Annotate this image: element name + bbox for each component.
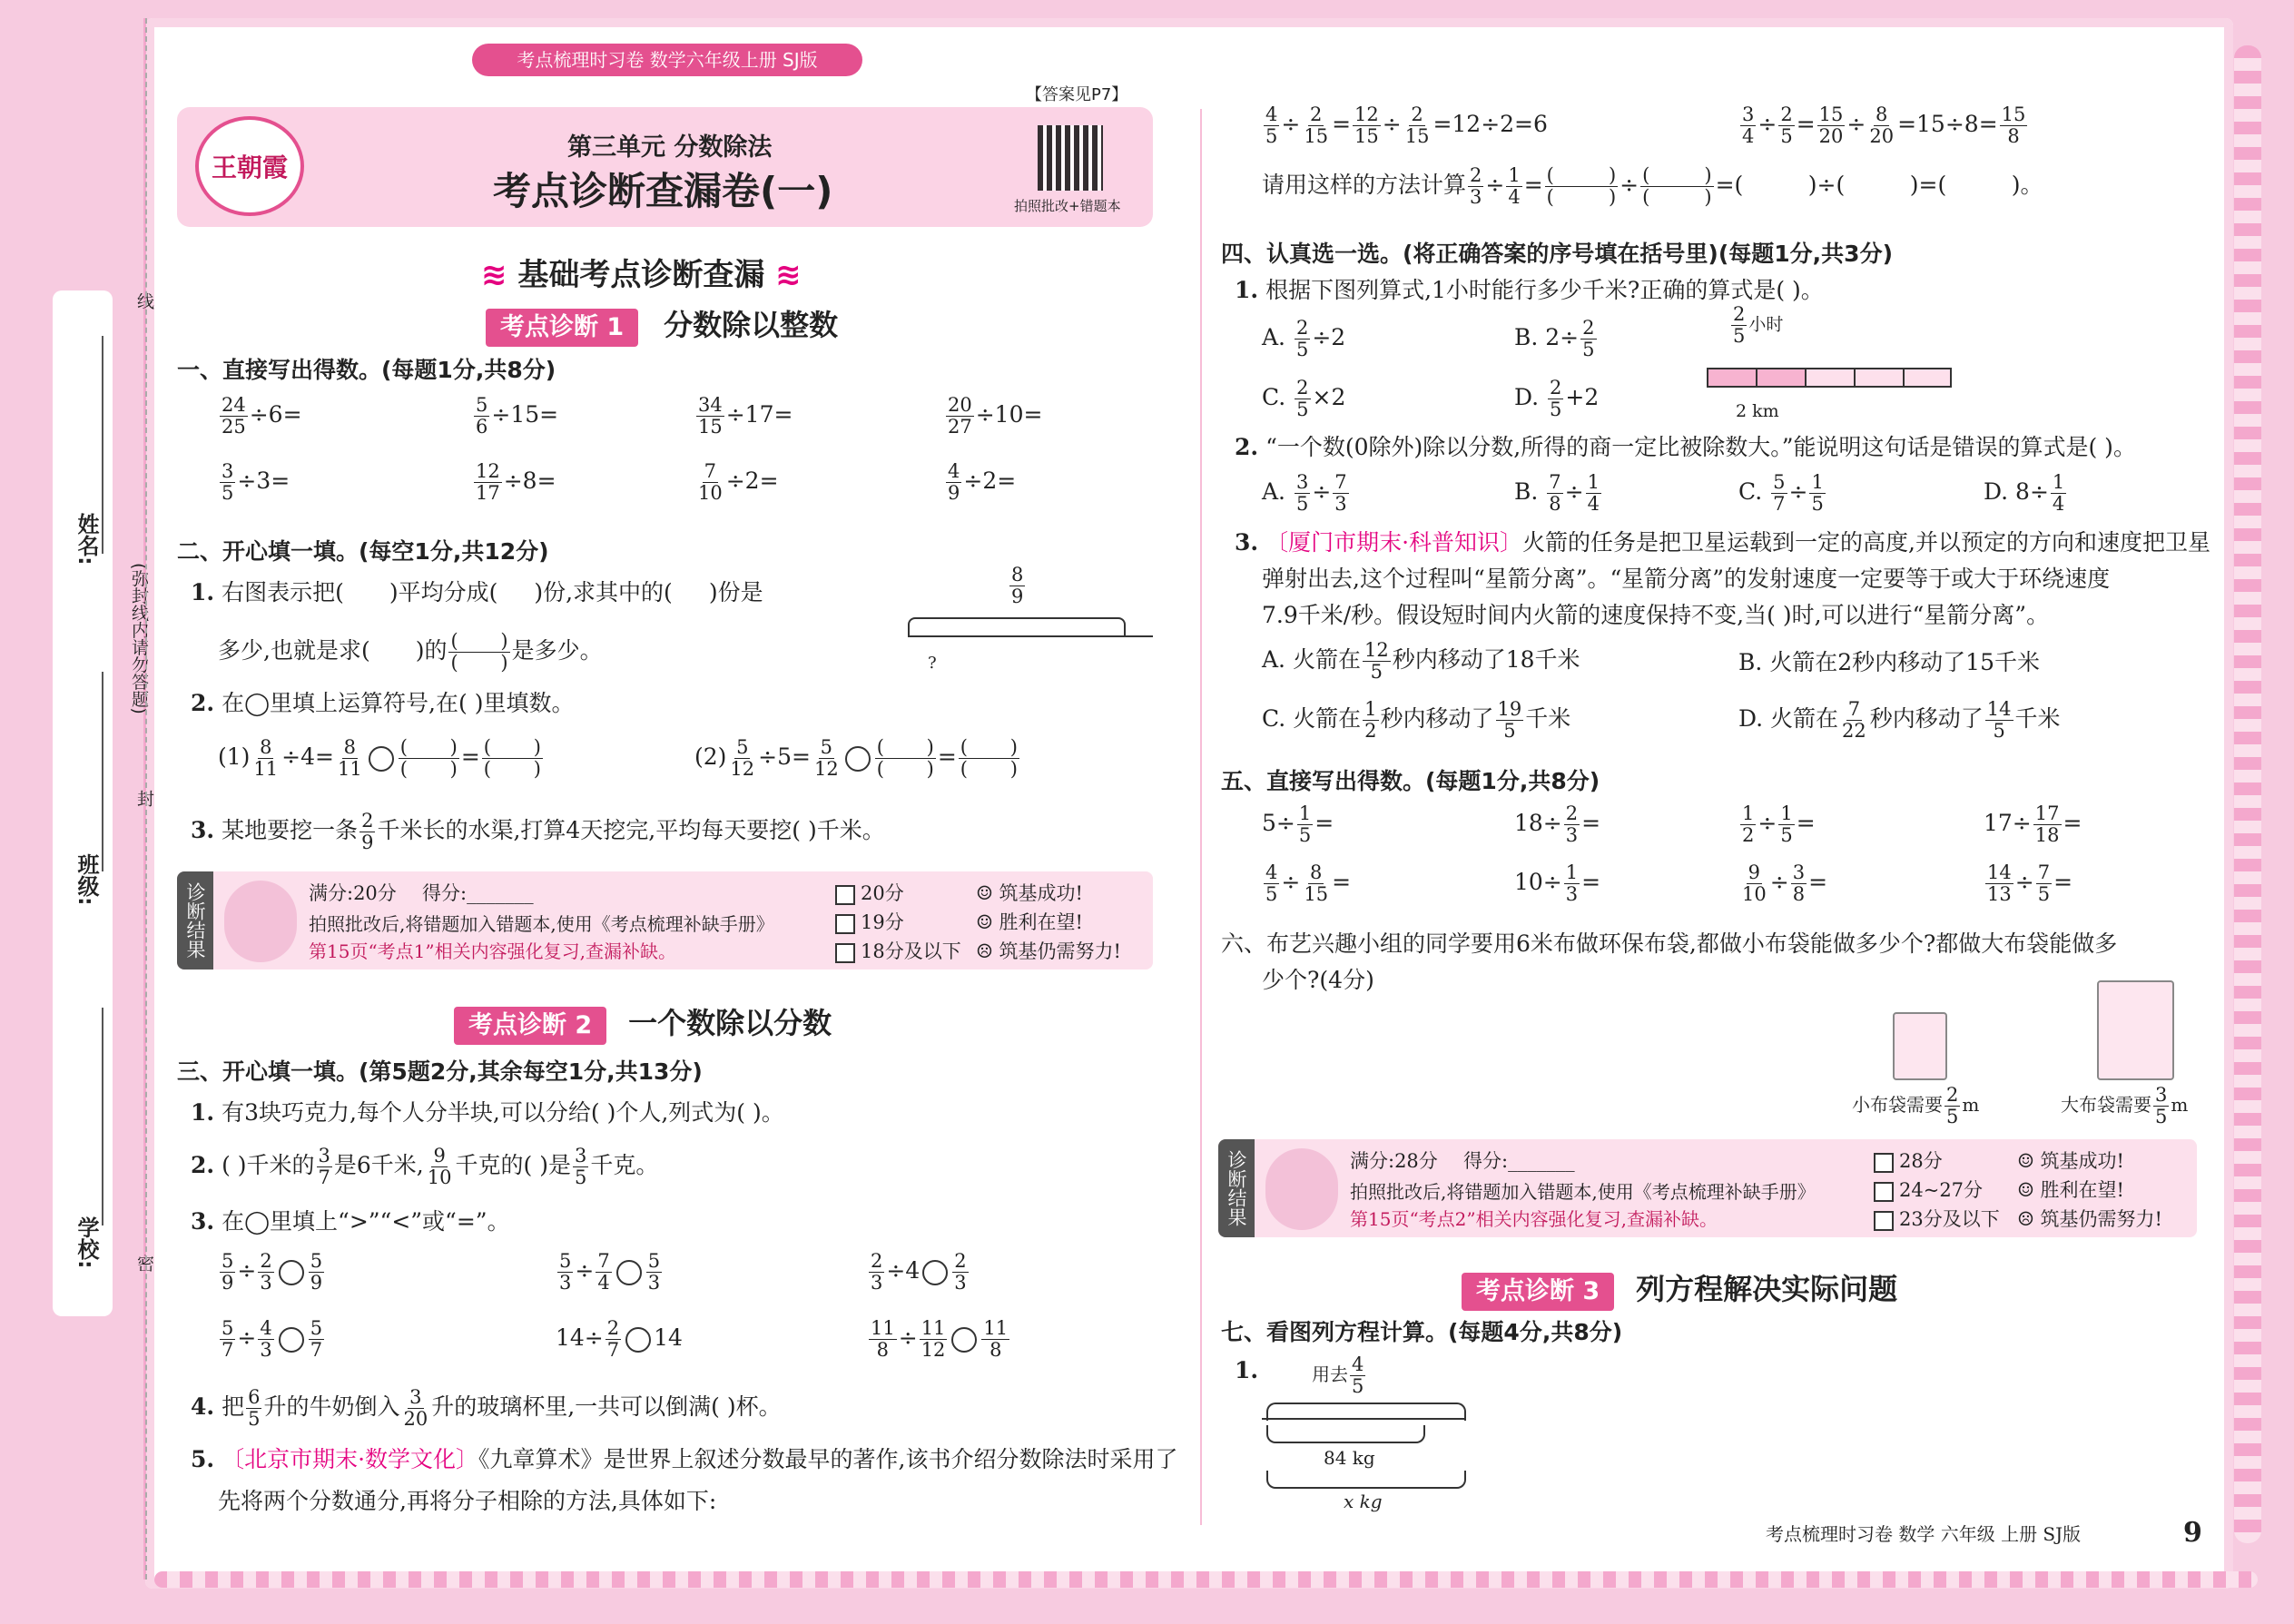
q3-heading: 三、开心填一填。(第5题2分,其余每空1分,共13分) <box>177 1058 703 1085</box>
q1-heading: 一、直接写出得数。(每题1分,共8分) <box>177 357 556 383</box>
k1-header: 考点诊断 1 分数除以整数 <box>486 305 838 347</box>
q6-line1: 六、布艺兴趣小组的同学要用6米布做环保布袋,都做小布袋能做多少个?都做大布袋能做多 <box>1221 930 2118 957</box>
q2-1-line1: 1. 右图表示把( )平均分成( )份,求其中的( )份是 <box>191 579 763 605</box>
q2-2: 2. 在◯里填上运算符号,在( )里填数。 <box>191 690 575 716</box>
bar-tick <box>1854 368 1856 388</box>
q3-4: 4. 把 $\frac{6}{5}$ 升的牛奶倒入 $\frac{3}{20}$ 升的玻璃杯里,一共可以倒满( )杯。 <box>191 1386 782 1431</box>
class-label: 班级: <box>74 853 99 906</box>
score-checkbox[interactable] <box>835 885 855 905</box>
q3-5-line2: 先将两个分数通分,再将分子相除的方法,具体如下: <box>218 1488 717 1514</box>
q4-2-D: D. 8÷ $\frac{1}{4}$ <box>1984 471 2065 516</box>
brand-logo: 王朝霞 <box>195 116 304 216</box>
q4-3-C: C. 火箭在 $\frac{1}{2}$ 秒内移动了 $\frac{19}{5}$ 千米 <box>1262 698 1571 743</box>
score-checkbox[interactable] <box>1874 1153 1894 1173</box>
header-card <box>177 107 1153 227</box>
r1-full: 满分:20分 <box>309 882 397 904</box>
q4-1-A: A. $\frac{2}{5}$ ÷2 <box>1262 317 1346 361</box>
class-blank[interactable] <box>102 672 103 871</box>
bar-tick <box>1805 368 1807 388</box>
result-tag: 诊断结果 <box>177 871 213 969</box>
answer-reference: 【答案见P7】 <box>1026 85 1128 104</box>
seal-line-mark: 线 <box>134 292 154 310</box>
smile-face-icon: ☺ <box>976 911 993 933</box>
sad-face-icon: ☹ <box>2017 1208 2034 1230</box>
q3-3-c: $\frac{2}{3}$ ÷4 $\frac{2}{3}$ <box>871 1250 967 1294</box>
q4-3-line2: 弹射出去,这个过程叫“星箭分离”。“星箭分离”的发射速度一定要等于或大于环绕速度 <box>1262 566 2111 592</box>
smile-face-icon: ☺ <box>2017 1179 2034 1201</box>
r2-full: 满分:28分 <box>1350 1150 1438 1172</box>
q4-1-hour: $\frac{2}{5}$ 小时 <box>1733 303 1784 348</box>
q3-3-d: $\frac{5}{7}$ ÷ $\frac{4}{3}$ $\frac{5}{7}$ <box>222 1317 323 1362</box>
q1-item-5: $\frac{3}{5}$ ÷3= <box>222 460 290 505</box>
score-checkbox[interactable] <box>1874 1211 1894 1231</box>
q2-2-2: (2) $\frac{5}{12}$ ÷5= $\frac{5}{12}$ $\frac{( )}{( )}$ = $\frac{( )}{( )}$ <box>694 736 1018 781</box>
q5-5: $\frac{4}{5}$ ÷ $\frac{8}{15}$ = <box>1265 861 1352 906</box>
q7-line <box>1262 1418 1466 1420</box>
footer-series: 考点梳理时习卷 数学 六年级 上册 SJ版 <box>1766 1523 2082 1545</box>
q3-3: 3. 在◯里填上“>”“<”或“=”。 <box>191 1208 510 1235</box>
big-bag-icon <box>2097 980 2174 1080</box>
happy-face-icon: ☺ <box>2017 1150 2034 1172</box>
q4-1: 1. 根据下图列算式,1小时能行多少千米?正确的算式是( )。 <box>1235 277 1824 303</box>
q5-8: $\frac{14}{13}$ ÷ $\frac{7}{5}$ = <box>1987 861 2073 906</box>
example-2: $\frac{3}{4}$ ÷ $\frac{2}{5}$ = $\frac{15}{20}$ ÷ $\frac{8}{20}$ =15÷8= $\frac{15}{8}$ <box>1742 103 2026 148</box>
q4-heading: 四、认真选一选。(将正确答案的序号填在括号里)(每题1分,共3分) <box>1221 241 1893 267</box>
q1-item-7: $\frac{7}{10}$ ÷2= <box>698 460 779 505</box>
series-banner: 考点梳理时习卷 数学六年级上册 SJ版 <box>472 44 862 76</box>
q3-1: 1. 有3块巧克力,每个人分半块,可以分给( )个人,列式为( )。 <box>191 1099 784 1126</box>
r2-note1: 拍照批改后,将错题加入错题本,使用《考点梳理补缺手册》 <box>1350 1181 1816 1203</box>
girl-avatar <box>1265 1148 1338 1230</box>
q4-2: 2. “一个数(0除外)除以分数,所得的商一定比被除数大。”能说明这句话是错误的算式是( )。 <box>1235 434 2136 460</box>
result-tag: 诊断结果 <box>1218 1139 1255 1237</box>
q5-2: 18÷ $\frac{2}{3}$ = <box>1514 802 1601 847</box>
bar-tick <box>1756 368 1757 388</box>
student-info-strip <box>53 290 113 1316</box>
score-checkbox[interactable] <box>1874 1182 1894 1202</box>
r1-note2: 第15页“考点1”相关内容强化复习,查漏补缺。 <box>309 940 676 962</box>
unit-title: 第三单元 分数除法 <box>567 133 773 162</box>
r1-note1: 拍照批改后,将错题加入错题本,使用《考点梳理补缺手册》 <box>309 913 774 935</box>
q4-2-B: B. $\frac{7}{8}$ ÷ $\frac{1}{4}$ <box>1514 471 1600 516</box>
diagram-brace <box>908 617 1126 635</box>
qr-caption: 拍照批改+错题本 <box>1014 198 1121 214</box>
happy-face-icon: ☺ <box>976 882 993 904</box>
q2-1-line2: 多少,也就是求( )的 $\frac{( )}{( )}$ 是多少。 <box>218 630 603 674</box>
girl-avatar <box>224 881 297 962</box>
example-1: $\frac{4}{5}$ ÷ $\frac{2}{15}$ = $\frac{12}{15}$ ÷ $\frac{2}{15}$ =12÷2=6 <box>1265 103 1548 148</box>
q4-3-line3: 7.9千米/秒。假设短时间内火箭的速度保持不变,当( )时,可以进行“星箭分离”。 <box>1262 602 2050 628</box>
name-label: 姓名: <box>74 513 99 566</box>
bottom-wavy-border <box>154 1571 2258 1588</box>
q4-3-line1: 3. 〔厦门市期末·科普知识〕火箭的任务是把卫星运载到一定的高度,并以预定的方向和速度把卫星 <box>1235 529 2210 556</box>
q3-3-b: $\frac{5}{3}$ ÷ $\frac{7}{4}$ $\frac{5}{3}$ <box>559 1250 661 1294</box>
main-section-title: ≋ 基础考点诊断查漏 ≋ <box>481 257 802 293</box>
q4-3-A: A. 火箭在 $\frac{12}{5}$ 秒内移动了18千米 <box>1262 639 1580 684</box>
q4-1-km: 2 km <box>1736 401 1779 421</box>
seal-dashed-line <box>145 18 147 1580</box>
seal-mark: 封 <box>134 790 154 807</box>
page-number: 9 <box>2183 1517 2202 1549</box>
q7-1-number: 1. <box>1235 1357 1259 1383</box>
q5-1: 5÷ $\frac{1}{5}$ = <box>1262 802 1334 847</box>
qr-code-icon[interactable] <box>1038 125 1103 191</box>
q3-3-a: $\frac{5}{9}$ ÷ $\frac{2}{3}$ $\frac{5}{9}$ <box>222 1250 323 1294</box>
q5-7: $\frac{9}{10}$ ÷ $\frac{3}{8}$ = <box>1742 861 1828 906</box>
q7-84kg: 84 kg <box>1324 1447 1375 1469</box>
k2-header: 考点诊断 2 一个数除以分数 <box>454 1003 832 1045</box>
q1-item-8: $\frac{4}{9}$ ÷2= <box>948 460 1017 505</box>
small-bag-caption: 小布袋需要 $\frac{2}{5}$ m <box>1852 1084 1980 1128</box>
result-panel-1: 诊断结果 满分:20分 得分:_______ 拍照批改后,将错题加入错题本,使用《考点梳理补缺手册》 第15页“考点1”相关内容强化复习,查漏补缺。 20分 19分 18分及以下 ☺ 筑基成功! ☺ 胜利在望! ☹ 筑基仍需努力! <box>177 871 1153 969</box>
small-bag-icon <box>1893 1012 1947 1080</box>
q1-item-3: $\frac{34}{15}$ ÷17= <box>698 394 793 438</box>
wave-icon: ≋ <box>481 257 518 293</box>
q2-3: 3. 某地要挖一条 $\frac{2}{9}$ 千米长的水渠,打算4天挖完,平均每天要挖( )千米。 <box>191 810 885 854</box>
q1-item-1: $\frac{24}{25}$ ÷6= <box>222 394 302 438</box>
q4-3-D: D. 火箭在 $\frac{7}{22}$ 秒内移动了 $\frac{14}{5}$ 千米 <box>1738 698 2061 743</box>
compare-circle[interactable] <box>616 1260 642 1285</box>
column-divider <box>1200 109 1202 1525</box>
q3-3-e: 14÷ $\frac{2}{7}$ 14 <box>556 1317 683 1362</box>
r2-note2: 第15页“考点2”相关内容强化复习,查漏补缺。 <box>1350 1208 1718 1230</box>
q4-2-C: C. $\frac{5}{7}$ ÷ $\frac{1}{5}$ <box>1738 471 1824 516</box>
q6-line2: 少个?(4分) <box>1262 967 1374 993</box>
q7-brace-mid <box>1266 1425 1425 1443</box>
q5-4: 17÷ $\frac{17}{18}$ = <box>1984 802 2082 847</box>
big-bag-caption: 大布袋需要 $\frac{3}{5}$ m <box>2061 1084 2189 1128</box>
secret-mark: 密 <box>134 1255 154 1272</box>
q4-2-A: A. $\frac{3}{5}$ ÷ $\frac{7}{3}$ <box>1262 471 1347 516</box>
diagram-fraction-label: $\frac{8}{9}$ <box>1011 564 1024 608</box>
diagram-question-mark: ? <box>928 654 937 673</box>
compare-circle[interactable] <box>625 1327 651 1353</box>
bar-tick <box>1903 368 1905 388</box>
k3-header: 考点诊断 3 列方程解决实际问题 <box>1462 1269 1897 1311</box>
name-blank[interactable] <box>102 336 103 554</box>
right-wavy-border <box>2234 45 2261 1543</box>
q1-item-6: $\frac{12}{17}$ ÷8= <box>476 460 556 505</box>
compare-circle[interactable] <box>951 1327 977 1353</box>
q2-heading: 二、开心填一填。(每空1分,共12分) <box>177 538 549 565</box>
q7-xkg: x kg <box>1344 1491 1383 1512</box>
compare-circle[interactable] <box>279 1260 304 1285</box>
q3-2: 2. ( )千米的 $\frac{3}{7}$ 是6千米, $\frac{9}{10}$ 千克的( )是 $\frac{3}{5}$ 千克。 <box>191 1145 659 1189</box>
q7-brace-bottom <box>1266 1471 1466 1489</box>
q7-used: 用去 $\frac{4}{5}$ <box>1312 1353 1364 1398</box>
r2-score[interactable]: 得分:_______ <box>1463 1150 1575 1172</box>
q7-heading: 七、看图列方程计算。(每题4分,共8分) <box>1221 1319 1623 1345</box>
compare-circle[interactable] <box>279 1327 304 1353</box>
school-blank[interactable] <box>102 1008 103 1225</box>
q5-heading: 五、直接写出得数。(每题1分,共8分) <box>1221 768 1600 794</box>
r1-score[interactable]: 得分:_______ <box>422 882 534 904</box>
q2-2-1: (1) $\frac{8}{11}$ ÷4= $\frac{8}{11}$ $\frac{( )}{( )}$ = $\frac{( )}{( )}$ <box>218 736 541 781</box>
q1-item-4: $\frac{20}{27}$ ÷10= <box>948 394 1043 438</box>
q3-5-line1: 5. 〔北京市期末·数学文化〕《九章算术》是世界上叙述分数最早的著作,该书介绍分数除法时采用了 <box>191 1446 1178 1472</box>
result-panel-2: 诊断结果 满分:28分 得分:_______ 拍照批改后,将错题加入错题本,使用《考点梳理补缺手册》 第15页“考点2”相关内容强化复习,查漏补缺。 28分 24~27分 23分及以下 ☺ 筑基成功! ☺ 胜利在望! ☹ 筑基仍需努力! <box>1218 1139 2197 1237</box>
q4-1-D: D. $\frac{2}{5}$ +2 <box>1514 377 1600 421</box>
seal-note: (弥封线内请勿答题) <box>129 563 149 714</box>
paper-title: 考点诊断查漏卷(一) <box>493 169 833 213</box>
method-calc: 请用这样的方法计算 $\frac{2}{3}$ ÷ $\frac{1}{4}$ = $\frac{( )}{( )}$ ÷ $\frac{( )}{( )}$ =( )÷( )=( )。 <box>1262 164 2043 209</box>
wave-icon: ≋ <box>764 257 802 293</box>
q4-1-C: C. $\frac{2}{5}$ ×2 <box>1262 377 1346 421</box>
sad-face-icon: ☹ <box>976 940 993 962</box>
q4-1-B: B. 2÷ $\frac{2}{5}$ <box>1514 317 1595 361</box>
q1-item-2: $\frac{5}{6}$ ÷15= <box>476 394 559 438</box>
q5-3: $\frac{1}{2}$ ÷ $\frac{1}{5}$ = <box>1742 802 1816 847</box>
worksheet-page <box>145 18 2233 1589</box>
distance-bar <box>1707 368 1952 388</box>
school-label: 学校: <box>74 1216 99 1269</box>
q4-3-B: B. 火箭在2秒内移动了15千米 <box>1738 649 2040 675</box>
compare-circle[interactable] <box>922 1260 948 1285</box>
operator-circle[interactable] <box>845 746 871 772</box>
q3-3-f: $\frac{11}{8}$ ÷ $\frac{11}{12}$ $\frac{11}{8}$ <box>871 1317 1009 1362</box>
q5-6: 10÷ $\frac{1}{3}$ = <box>1514 861 1601 906</box>
score-checkbox[interactable] <box>835 943 855 963</box>
operator-circle[interactable] <box>369 746 394 772</box>
score-checkbox[interactable] <box>835 914 855 934</box>
